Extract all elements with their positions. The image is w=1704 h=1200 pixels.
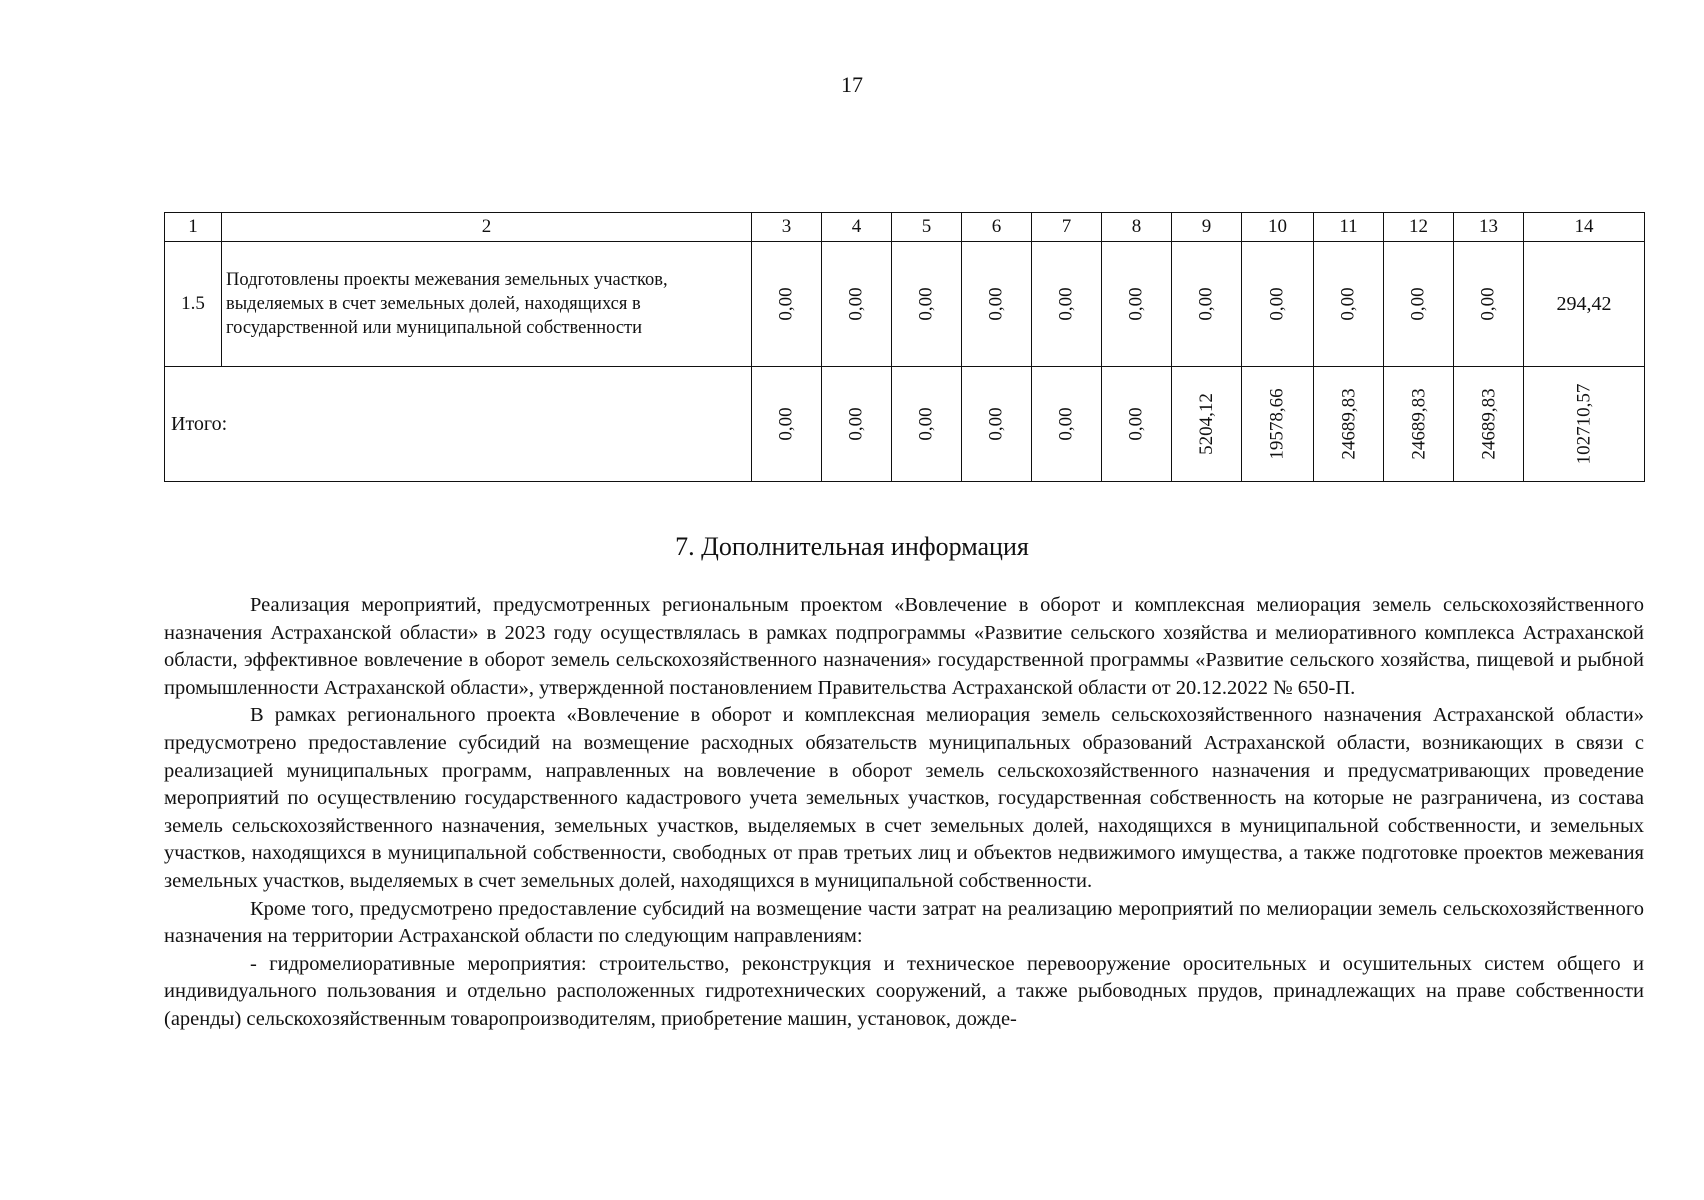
total-text: 5204,12 — [1195, 393, 1217, 455]
value-text: 0,00 — [1125, 287, 1147, 321]
header-cell: 8 — [1102, 213, 1172, 242]
header-cell: 13 — [1454, 213, 1524, 242]
total-cell — [822, 367, 892, 482]
header-cell: 14 — [1524, 213, 1645, 242]
section-title: 7. Дополнительная информация — [675, 532, 1029, 561]
value-text: 0,00 — [775, 287, 797, 321]
table-row — [165, 242, 1645, 367]
total-cell — [1172, 367, 1242, 482]
value-cell — [962, 242, 1032, 367]
value-cell — [1242, 242, 1314, 367]
total-text: 0,00 — [1125, 407, 1147, 441]
total-cell — [1032, 367, 1102, 482]
value-cell — [1032, 242, 1102, 367]
total-text: 0,00 — [915, 407, 937, 441]
value-text: 0,00 — [1055, 287, 1077, 321]
paragraph: Кроме того, предусмотрено предоставление субсидий на возмещение части затрат на реализацию мероприятий по мелиорации земель сельскохозяйственного назначения на территории Астраханской области по следующим направлениям: — [164, 897, 1644, 948]
body-text — [164, 592, 1644, 1034]
total-cell — [1242, 367, 1314, 482]
value-cell-total: 294,42 — [1524, 242, 1645, 367]
header-cell: 10 — [1242, 213, 1314, 242]
header-cell: 3 — [752, 213, 822, 242]
total-cell — [962, 367, 1032, 482]
value-text: 0,00 — [1477, 287, 1499, 321]
value-text: 0,00 — [1266, 287, 1288, 321]
header-cell: 2 — [222, 213, 752, 242]
total-text: 24689,83 — [1338, 388, 1360, 460]
value-cell — [1454, 242, 1524, 367]
header-cell: 1 — [165, 213, 222, 242]
total-cell — [1102, 367, 1172, 482]
value-cell — [822, 242, 892, 367]
header-cell: 7 — [1032, 213, 1102, 242]
paragraph: - гидромелиоративные мероприятия: строительство, реконструкция и техническое перевооружение оросительных и осушительных систем общего и индивидуального пользования и отдельно расположенных гидротехнических сооружений, а также рыбоводных прудов, принадлежащих на праве собственности (аренды) сельскохозяйственным товаропроизводителям, приобретение машин, установок, дожде- — [164, 952, 1644, 1030]
indicators-table — [164, 212, 1645, 482]
total-cell — [1384, 367, 1454, 482]
total-text: 24689,83 — [1408, 388, 1430, 460]
total-text: 0,00 — [1055, 407, 1077, 441]
value-text: 0,00 — [1407, 287, 1429, 321]
header-cell: 5 — [892, 213, 962, 242]
value-text: 0,00 — [985, 287, 1007, 321]
value-text: 0,00 — [1337, 287, 1359, 321]
value-cell — [1314, 242, 1384, 367]
total-text: 0,00 — [985, 407, 1007, 441]
header-cell: 9 — [1172, 213, 1242, 242]
total-text: 102710,57 — [1573, 383, 1594, 465]
value-cell — [1102, 242, 1172, 367]
value-text: 0,00 — [1195, 287, 1217, 321]
header-cell: 6 — [962, 213, 1032, 242]
total-cell — [1524, 367, 1645, 482]
value-cell — [752, 242, 822, 367]
value-cell — [892, 242, 962, 367]
total-cell — [1454, 367, 1524, 482]
value-text: 0,00 — [915, 287, 937, 321]
header-cell: 4 — [822, 213, 892, 242]
total-cell — [892, 367, 962, 482]
value-text: 0,00 — [845, 287, 867, 321]
total-text: 19578,66 — [1266, 388, 1288, 460]
table-header-row — [165, 213, 1645, 242]
value-cell — [1172, 242, 1242, 367]
total-text: 0,00 — [775, 407, 797, 441]
paragraph: В рамках регионального проекта «Вовлечение в оборот и комплексная мелиорация земель сельскохозяйственного назначения Астраханской области» предусмотрено предоставление субсидий на возмещение расходных обязательств муниципальных образований Астраханской области, возникающих в связи с реализацией муниципальных программ, направленных на вовлечение в оборот земель сельскохозяйственного назначения и предусматривающих проведение мероприятий по осуществлению государственного кадастрового учета земельных участков, государственная собственность на которые не разграничена, из состава земель сельскохозяйственного назначения, земельных участков, выделяемых в счет земельных долей, находящихся в муниципальной собственности, и земельных участков, находящихся в муниципальной собственности, свободных от прав третьих лиц и объектов недвижимого имущества, а также подготовке проектов межевания земельных участков, выделяемых в счет земельных долей, находящихся в муниципальной собственности. — [164, 704, 1644, 892]
total-text: 0,00 — [845, 407, 867, 441]
table-total-row — [165, 367, 1645, 482]
total-cell — [1314, 367, 1384, 482]
row-number: 1.5 — [165, 242, 222, 367]
value-cell — [1384, 242, 1454, 367]
header-cell: 11 — [1314, 213, 1384, 242]
total-label: Итого: — [165, 367, 752, 482]
paragraph: Реализация мероприятий, предусмотренных региональным проектом «Вовлечение в оборот и комплексная мелиорация земель сельскохозяйственного назначения Астраханской области» в 2023 году осуществлялась в рамках подпрограммы «Развитие сельского хозяйства и мелиоративного комплекса Астраханской области, эффективное вовлечение в оборот земель сельскохозяйственного назначения» государственной программы «Развитие сельского хозяйства, пищевой и рыбной промышленности Астраханской области», утвержденной постановлением Правительства Астраханской области от 20.12.2022 № 650-П. — [164, 594, 1644, 699]
header-cell: 12 — [1384, 213, 1454, 242]
row-description: Подготовлены проекты межевания земельных участков, выделяемых в счет земельных долей, находящихся в государственной или муниципальной собственности — [222, 242, 752, 367]
total-text: 24689,83 — [1478, 388, 1500, 460]
page-number: 17 — [841, 72, 863, 97]
total-cell — [752, 367, 822, 482]
